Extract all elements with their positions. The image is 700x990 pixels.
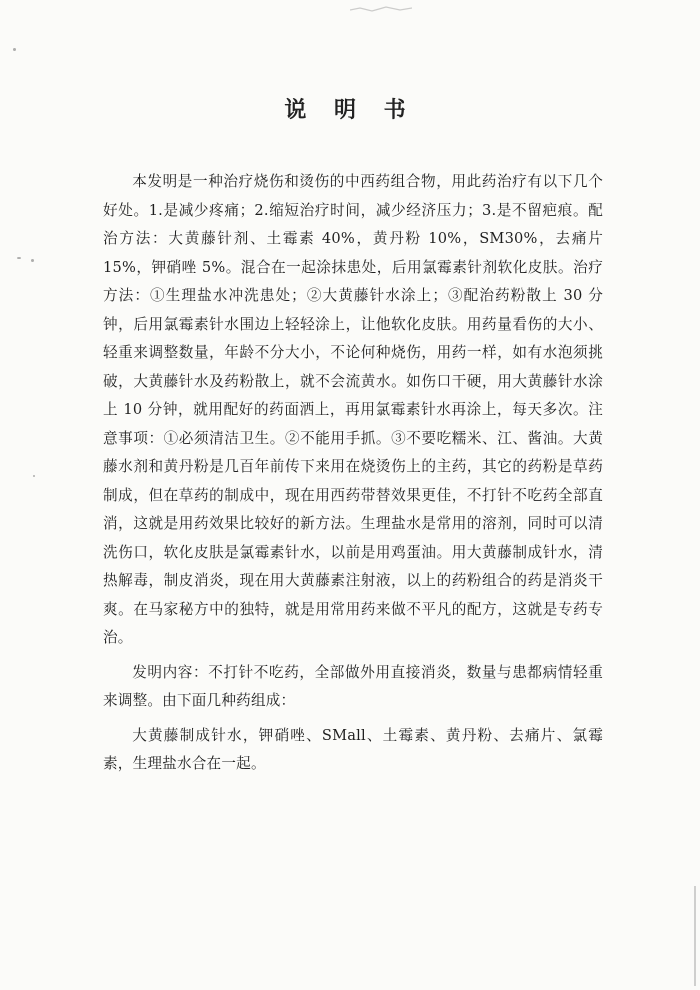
scan-artifact-mark	[350, 6, 412, 16]
document-body	[103, 168, 603, 779]
scan-speck	[33, 475, 35, 477]
paragraph-2: 发明内容：不打针不吃药，全部做外用直接消炎，数量与患都病情轻重来调整。由下面几种药组成：	[103, 663, 603, 709]
paragraph-1: 本发明是一种治疗烧伤和烫伤的中西药组合物，用此药治疗有以下几个好处。1.是减少疼痛；2.缩短治疗时间，减少经济压力；3.是不留疤痕。配治方法：大黄藤针剂、土霉素 40%，黄丹粉 10%，SM30%，去痛片 15%，钾硝唑 5%。混合在一起涂抹患处，后用氯霉素针剂软化皮肤。治疗方法：①生理盐水冲洗患处；②大黄藤针水涂上；③配治药粉散上 30 分钟，后用氯霉素针水围边上轻轻涂上，让他软化皮肤。用药量看伤的大小、轻重来调整数量，年龄不分大小，不论何种烧伤，用药一样，如有水泡须挑破，大黄藤针水及药粉散上，就不会流黄水。如伤口干硬，用大黄藤针水涂上 10 分钟，就用配好的药面洒上，再用氯霉素针水再涂上，每天多次。注意事项：①必须清洁卫生。②不能用手抓。③不要吃糯米、江、酱油。大黄藤水剂和黄丹粉是几百年前传下来用在烧烫伤上的主药，其它的药粉是草药制成，但在草药的制成中，现在用西药带替效果更佳，不打针不吃药全部直消，这就是用药效果比较好的新方法。生理盐水是常用的溶剂，同时可以清洗伤口，软化皮肤是氯霉素针水，以前是用鸡蛋油。用大黄藤制成针水，清热解毒，制皮消炎，现在用大黄藤素注射液，以上的药粉组合的药是消炎干爽。在马家秘方中的独特，就是用常用药来做不平凡的配方，这就是专药专治。	[103, 173, 603, 646]
scan-edge-line	[694, 886, 696, 986]
scan-speck	[13, 48, 16, 51]
page-title: 说 明 书	[284, 97, 416, 123]
scan-speck	[17, 257, 21, 259]
paragraph-3: 大黄藤制成针水，钾硝唑、SMall、土霉素、黄丹粉、去痛片、氯霉素，生理盐水合在一起。	[103, 726, 603, 772]
scan-speck	[31, 259, 34, 262]
